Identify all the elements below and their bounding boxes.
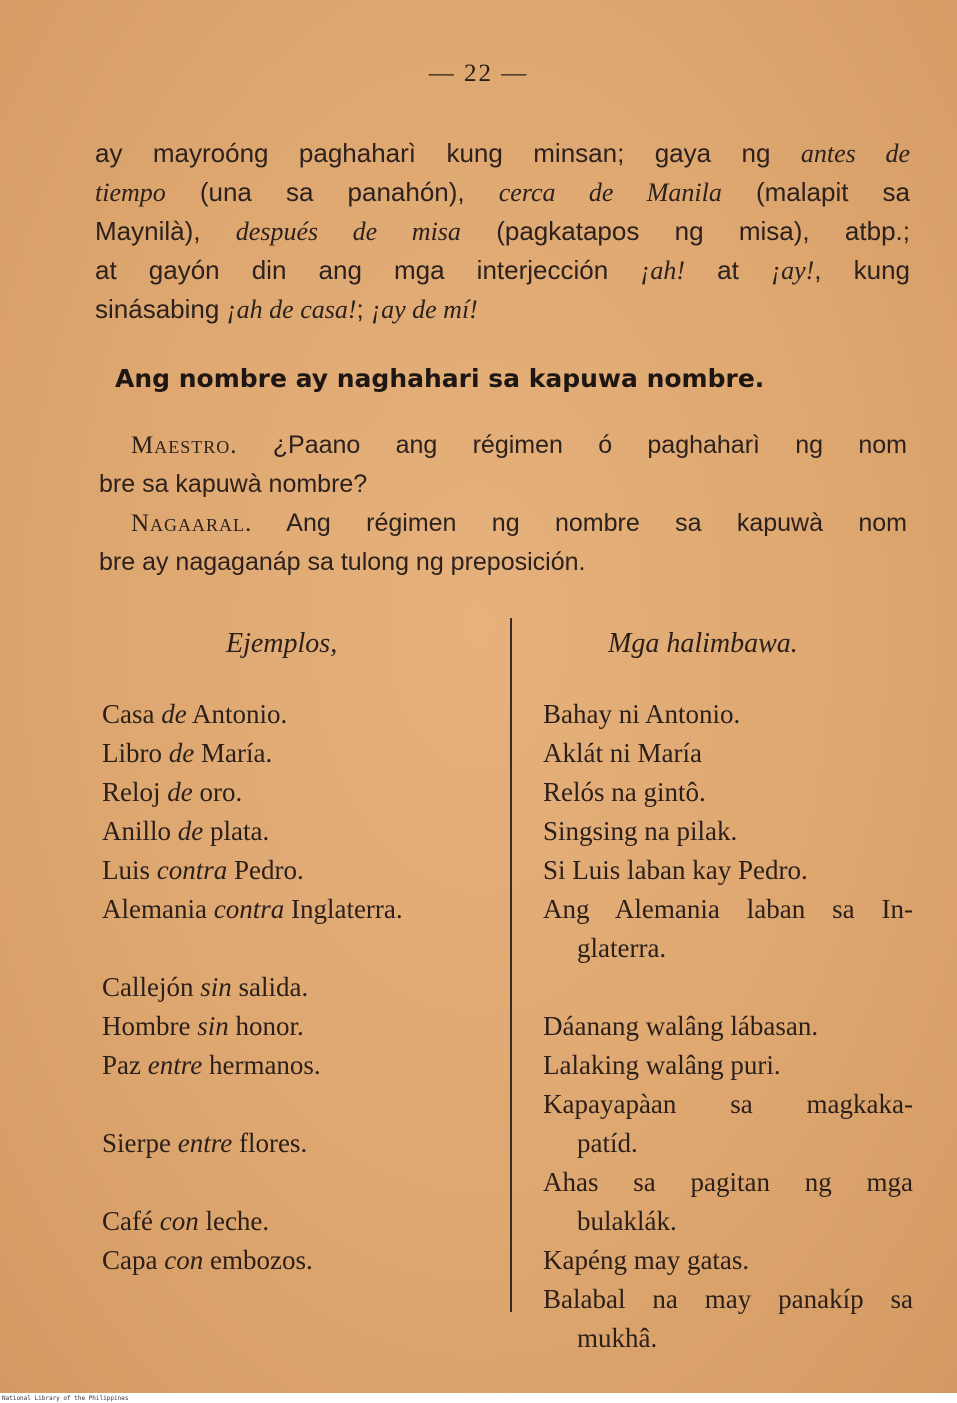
intro-line-5 [95,290,910,329]
speaker-nagaaral: Nagaaral. [131,510,253,537]
example-tl: Relós na gintô. [543,777,706,807]
example-complement: salida. [231,972,309,1002]
example-noun: Alemania [102,894,214,924]
example-tl: Ahas sa pagitan ng mga [543,1167,913,1197]
example-es [102,1202,502,1241]
preposition: contra [213,894,285,924]
preposition: sin [200,972,232,1002]
example-es [102,1007,502,1046]
scan-footer-strip [0,1393,957,1403]
example-tl-continued: patíd. [577,1128,638,1158]
preposition: con [159,1206,199,1236]
example-noun: Café [102,1206,160,1236]
example-complement: flores. [232,1128,308,1158]
speaker-maestro: Maestro. [131,432,238,459]
intro-text: ; [356,294,371,324]
example-tl: Singsing na pilak. [543,816,738,846]
preposition: entre [147,1050,203,1080]
scan-credit: National Library of the Philippines [2,1395,129,1402]
example-es [102,968,502,1007]
example-complement: Inglaterra. [284,894,403,924]
example-complement: honor. [228,1011,304,1041]
example-noun: Paz [102,1050,148,1080]
example-complement: oro. [192,777,243,807]
example-noun: Anillo [102,816,178,846]
question-line-1 [99,426,907,465]
intro-text: (pagkatapos ng misa), atbp.; [460,216,910,246]
example-tl: Lalaking walâng puri. [543,1050,781,1080]
answer-text: Ang régimen ng nombre sa kapuwà nom [286,509,907,537]
examples-tagalog [543,695,913,1358]
intro-line-1 [95,134,910,173]
intro-text: (una sa panahón), [165,177,499,207]
intro-line-4 [95,251,910,290]
example-tl-continued: glaterra. [577,933,667,963]
example-es [102,1124,502,1163]
example-noun: Luis [102,855,157,885]
preposition: con [164,1245,204,1275]
preposition: entre [177,1128,233,1158]
intro-line-3 [95,212,910,251]
intro-text: sinásabing [95,294,227,324]
left-column-title: Ejemplos, [226,628,338,659]
spanish-phrase: después de misa [235,217,461,246]
example-complement: plata. [203,816,270,846]
column-divider [510,618,512,1312]
preposition: sin [197,1011,229,1041]
preposition: contra [156,855,228,885]
example-tl: Aklát ni María [543,738,702,768]
right-column-title: Mga halimbawa. [608,628,798,659]
spanish-phrase: cerca de Manila [498,178,722,207]
preposition: de [168,738,195,768]
intro-text: (malapit sa [721,177,911,207]
intro-text: at [685,255,771,285]
question-line-2: bre sa kapuwà nombre? [99,470,368,498]
preposition: de [161,699,187,729]
example-noun: Casa [102,699,162,729]
spanish-phrase: tiempo [95,178,166,207]
example-tl: Si Luis laban kay Pedro. [543,855,808,885]
example-tl: Balabal na may panakíp sa [543,1284,913,1314]
spanish-phrase: ¡ay de mí! [370,295,478,324]
dialogue [99,426,907,582]
intro-text: at gayón din ang mga interjección [95,255,641,285]
example-complement: embozos. [203,1245,313,1275]
example-complement: Antonio. [186,699,288,729]
example-es [102,773,502,812]
spanish-phrase: ¡ah! [640,256,686,285]
example-tl: Bahay ni Antonio. [543,699,741,729]
answer-line-1 [99,504,907,543]
example-noun: Hombre [102,1011,198,1041]
example-es [102,1046,502,1085]
example-tl: Kapéng may gatas. [543,1245,750,1275]
example-tl-continued: mukhâ. [577,1323,658,1353]
example-es [102,695,502,734]
example-es [102,812,502,851]
example-noun: Sierpe [102,1128,178,1158]
example-es [102,851,502,890]
preposition: de [177,816,204,846]
answer-line-2: bre ay nagaganáp sa tulong ng preposición. [99,548,586,576]
example-noun: Libro [102,738,169,768]
example-tl: Dáanang walâng lábasan. [543,1011,819,1041]
example-es [102,1241,502,1280]
examples-spanish [102,695,502,1280]
question-text: ¿Paano ang régimen ó paghaharì ng nom [272,431,907,459]
intro-text: , kung [814,255,911,285]
example-es [102,734,502,773]
intro-paragraph [95,134,910,329]
example-complement: María. [194,738,273,768]
example-tl: Ang Alemania laban sa In- [543,894,913,924]
example-tl: Kapayapàan sa magkaka- [543,1089,913,1119]
intro-line-2 [95,173,910,212]
spanish-phrase: ¡ah de casa! [226,295,357,324]
example-tl-continued: bulaklák. [577,1206,677,1236]
spanish-phrase: antes de [800,139,910,168]
example-noun: Callejón [102,972,201,1002]
example-noun: Reloj [102,777,168,807]
spanish-phrase: ¡ay! [770,256,815,285]
example-noun: Capa [102,1245,165,1275]
intro-text: ay mayroóng paghaharì kung minsan; gaya ng [95,138,801,168]
example-es [102,890,502,929]
preposition: de [167,777,193,807]
example-complement: Pedro. [227,855,304,885]
page-number: — 22 — [428,60,529,87]
section-heading: Ang nombre ay naghahari sa kapuwa nombre. [115,364,765,393]
example-complement: hermanos. [202,1050,321,1080]
intro-text: Maynilà), [95,216,236,246]
example-complement: leche. [198,1206,270,1236]
